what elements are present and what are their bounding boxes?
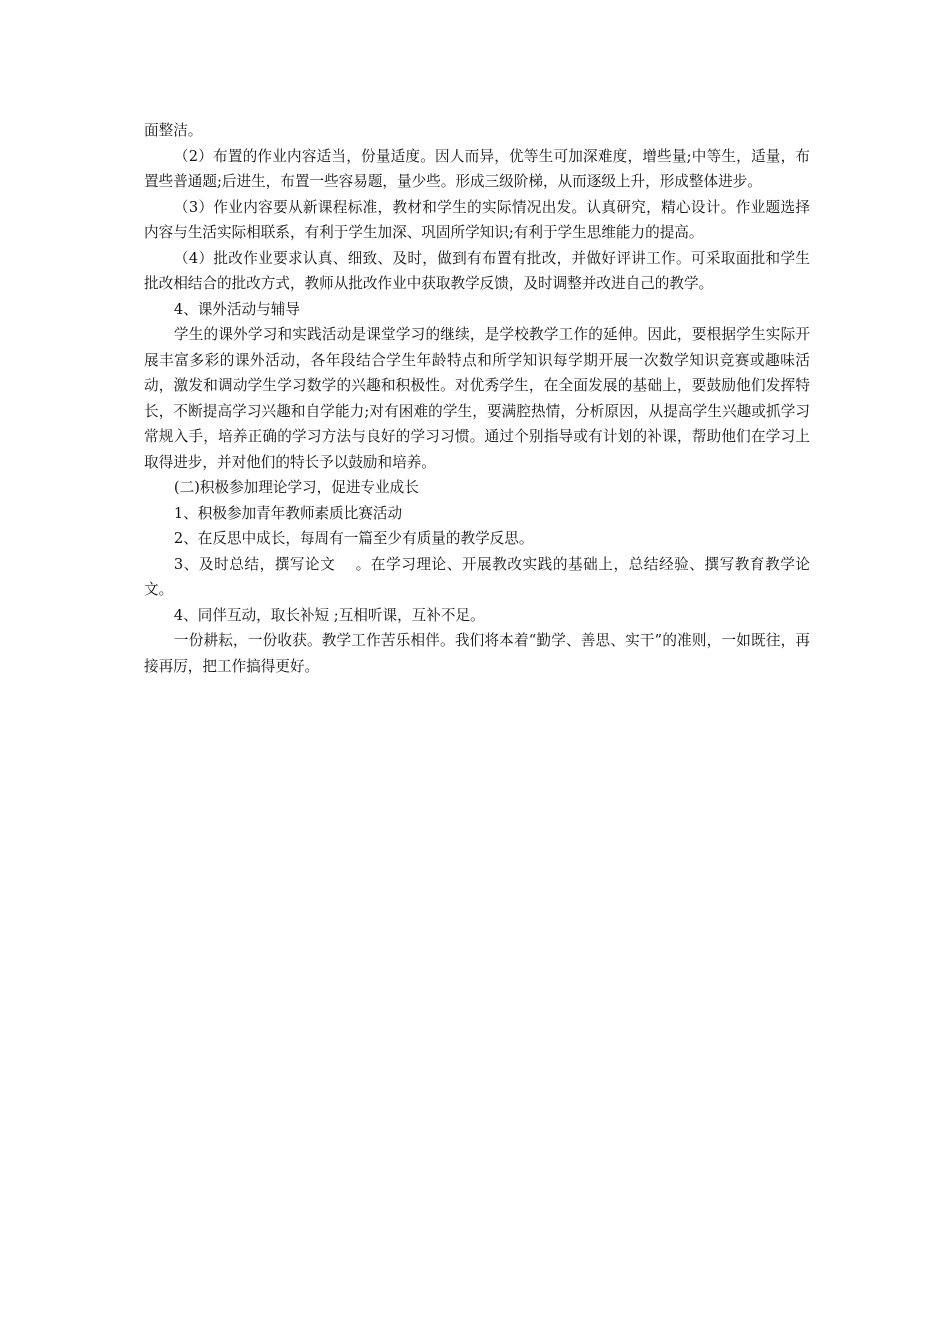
paragraph-extracurricular: 学生的课外学习和实践活动是课堂学习的继续，是学校教学工作的延伸。因此，要根据学生实际开展丰富多彩的课外活动，各年段结合学生年龄特点和所学知识每学期开展一次数学知识竞赛或趣味活动，激发和调动学生学习数学的兴趣和积极性。对优秀学生，在全面发展的基础上，要鼓励他们发挥特长，不断提高学习兴趣和自学能力;对有困难的学生，要满腔热情，分析原因，从提高学生兴趣或抓学习常规入手，培养正确的学习方法与良好的学习习惯。通过个别指导或有计划的补课，帮助他们在学习上取得进步，并对他们的特长予以鼓励和培养。 xyxy=(144,326,810,471)
list-item-papers: 3、及时总结，撰写论文 。在学习理论、开展教改实践的基础上，总结经验、撰写教育教学论文。 xyxy=(144,555,810,598)
list-item-competition: 1、积极参加青年教师素质比赛活动 xyxy=(173,504,403,522)
paragraph-homework-grading: （4）批改作业要求认真、细致、及时，做到有布置有批改，并做好评讲工作。可采取面批和学生批改相结合的批改方式，教师从批改作业中获取教学反馈，及时调整并改进自己的教学。 xyxy=(144,249,810,292)
list-item-reflection: 2、在反思中成长，每周有一篇至少有质量的教学反思。 xyxy=(173,530,534,547)
paragraph-homework-content: （3）作业内容要从新课程标准，教材和学生的实际情况出发。认真研究，精心设计。作业题选择内容与生活实际相联系，有利于学生加深、巩固所学知识;有利于学生思维能力的提高。 xyxy=(144,198,810,241)
heading-theory-learning: (二)积极参加理论学习，促进专业成长 xyxy=(173,479,419,496)
heading-extracurricular: 4、课外活动与辅导 xyxy=(173,300,300,318)
paragraph-conclusion: 一份耕耘，一份收获。教学工作苦乐相伴。我们将本着“勤学、善思、实干”的准则，一如既往，再接再厉，把工作搞得更好。 xyxy=(144,632,810,675)
paragraph-homework-amount: （2）布置的作业内容适当，份量适度。因人而异，优等生可加深难度，增些量;中等生，适量，布置些普通题;后进生，布置一些容易题，量少些。形成三级阶梯，从而逐级上升，形成整体进步。 xyxy=(144,147,810,190)
paragraph-continuation: 面整洁。 xyxy=(144,122,203,139)
list-item-peer-interaction: 4、同伴互动，取长补短 ;互相听课，互补不足。 xyxy=(173,606,485,624)
document-page xyxy=(144,118,810,679)
